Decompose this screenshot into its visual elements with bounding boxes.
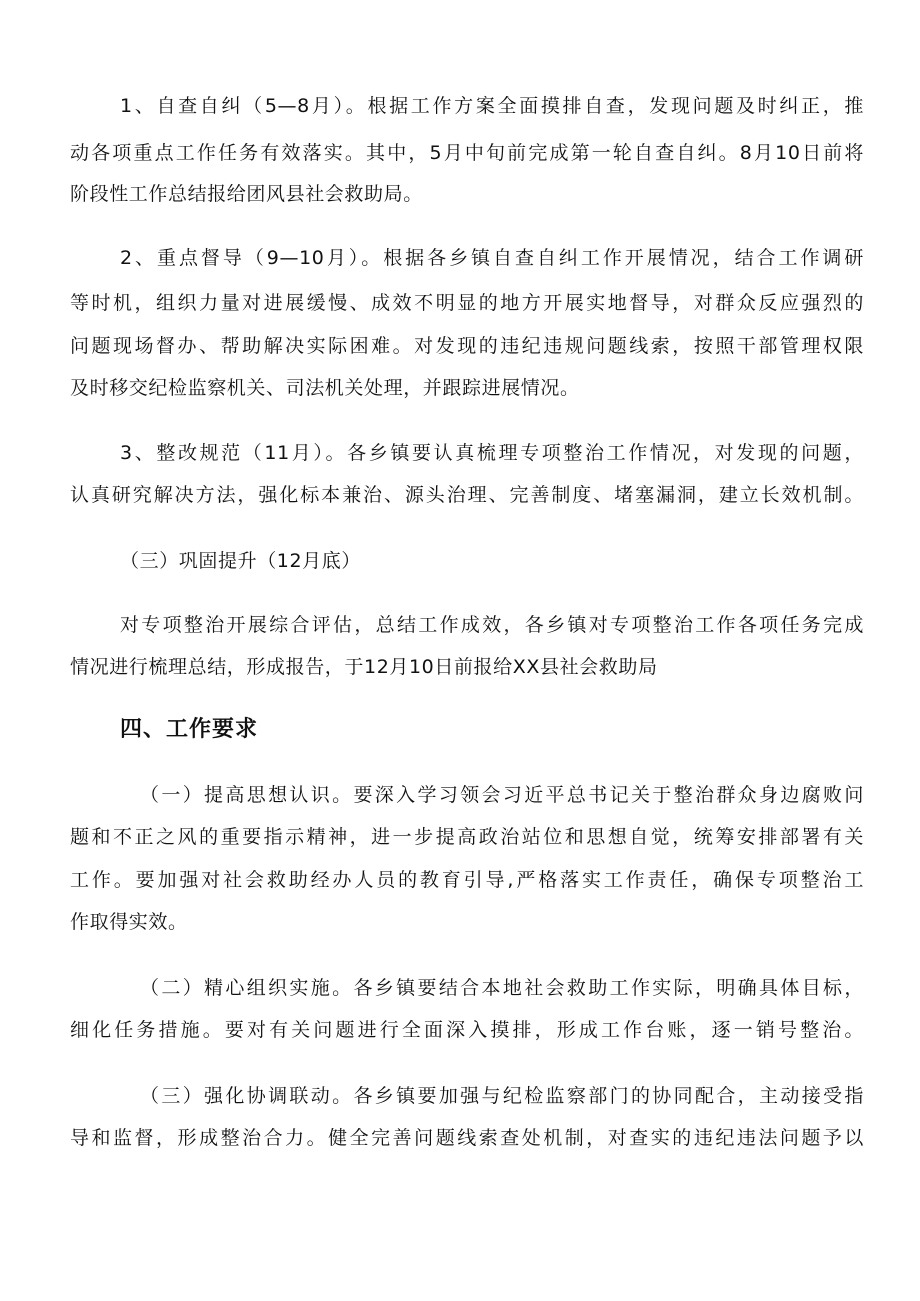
section-heading: 四、工作要求 [120,717,259,742]
text-line: 细化任务措施。要对有关问题进行全面深入摸排，形成工作台账，逐一销号整治。 [70,1019,864,1041]
text-line: 工作。要加强对社会救助经办人员的教育引导,严格落实工作责任，确保专项整治工 [70,869,864,891]
text-line: （一）提高思想认识。要深入学习领会习近平总书记关于整治群众身边腐败问 [140,784,864,806]
text-line: 作取得实效。 [70,911,188,933]
text-line: 2、重点督导（9—10月）。根据各乡镇自查自纠工作开展情况，结合工作调研 [120,247,864,269]
text-line: 3、整改规范（11月）。各乡镇要认真梳理专项整治工作情况，对发现的问题， [120,442,864,464]
text-line: （二）精心组织实施。各乡镇要结合本地社会救助工作实际，明确具体目标， [140,977,864,999]
text-line: 导和监督，形成整治合力。健全完善问题线索查处机制，对查实的违纪违法问题予以 [70,1127,864,1149]
text-line: 认真研究解决方法，强化标本兼治、源头治理、完善制度、堵塞漏洞，建立长效机制。 [70,484,864,506]
text-line: 1、自查自纠（5—8月）。根据工作方案全面摸排自查，发现问题及时纠正，推 [120,95,864,117]
text-line: 动各项重点工作任务有效落实。其中，5月中旬前完成第一轮自查自纠。8月10日前将 [70,142,864,164]
text-line: 阶段性工作总结报给团风县社会救助局。 [70,183,423,205]
text-line: 题和不正之风的重要指示精神，进一步提高政治站位和思想自觉，统筹安排部署有关 [70,826,864,848]
text-line: 情况进行梳理总结，形成报告，于12月10日前报给XX县社会救助局 [70,656,658,678]
text-line: 对专项整治开展综合评估，总结工作成效，各乡镇对专项整治工作各项任务完成 [120,614,864,636]
subheading-text: （三）巩固提升（12月底） [120,550,361,572]
text-line: （三）强化协调联动。各乡镇要加强与纪检监察部门的协同配合，主动接受指 [140,1085,864,1107]
text-line: 及时移交纪检监察机关、司法机关处理，并跟踪进展情况。 [70,377,580,399]
text-line: 等时机，组织力量对进展缓慢、成效不明显的地方开展实地督导，对群众反应强烈的 [70,292,864,314]
text-line: 问题现场督办、帮助解决实际困难。对发现的违纪违规问题线索，按照干部管理权限 [70,335,864,357]
